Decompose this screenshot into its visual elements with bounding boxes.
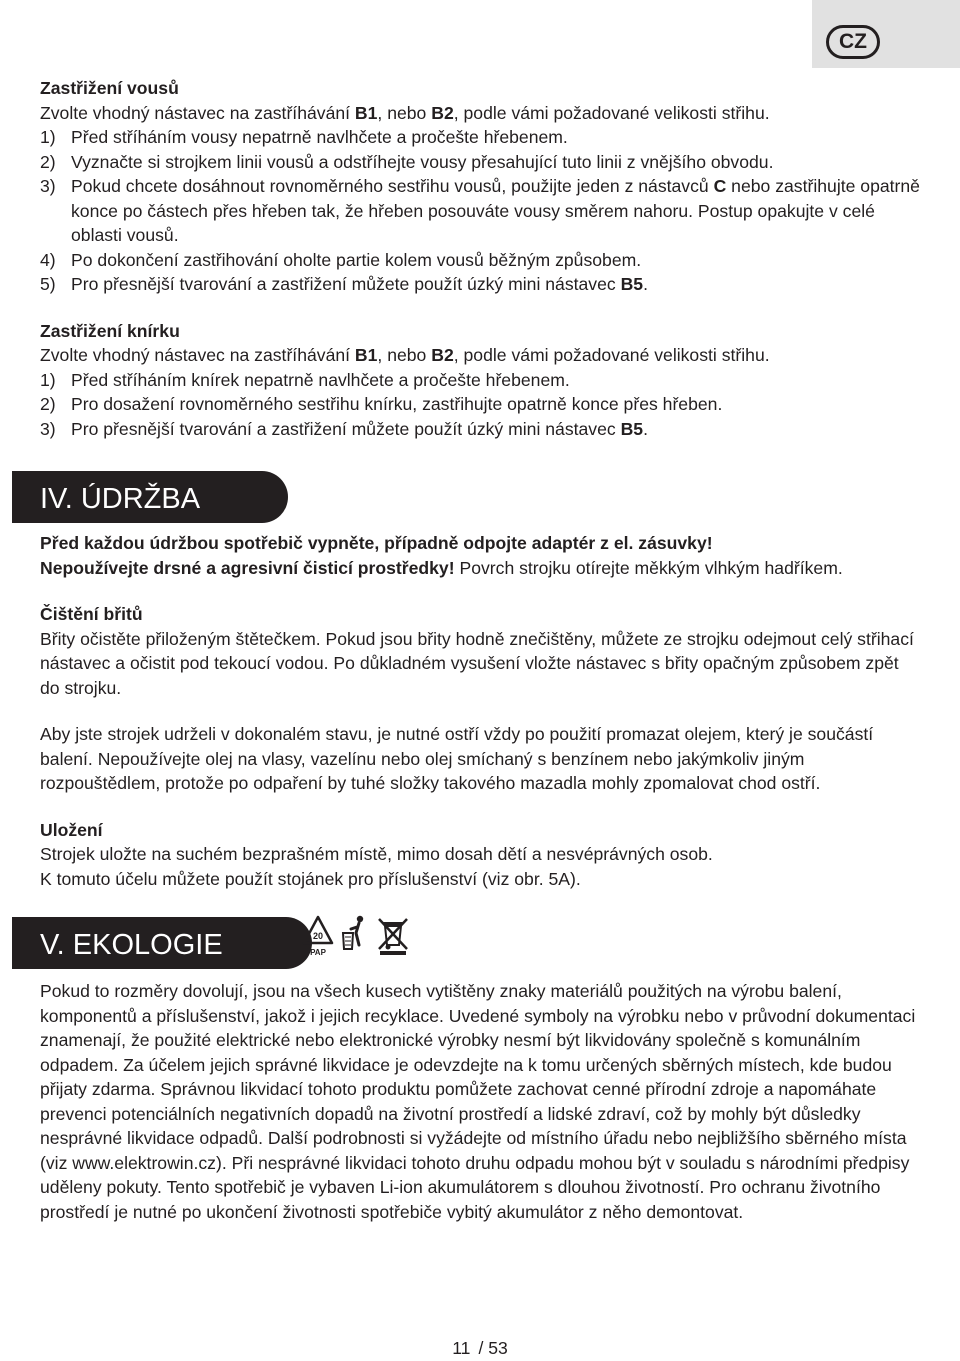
beard-step xyxy=(40,174,920,248)
step-text: Pro přesnější tvarování a zastřižení můžete použít úzký mini nástavec xyxy=(71,418,621,439)
step-text: Vyznačte si strojkem linii vousů a odstříhejte vousy přesahující tuto linii z vnějšího obvodu. xyxy=(71,151,774,172)
beard-step xyxy=(40,272,920,297)
attachment-code: B1 xyxy=(354,345,378,365)
ecology-header-row xyxy=(40,915,920,971)
ecology-icons xyxy=(302,915,410,957)
attachment-code: B1 xyxy=(354,102,378,123)
intro-text: , podle vámi požadované velikosti střihu. xyxy=(453,345,770,365)
step-number: 1) xyxy=(40,127,56,147)
mustache-step xyxy=(40,417,920,442)
step-number: 2) xyxy=(40,151,56,172)
beard-section-title: Zastřižení vousů xyxy=(40,78,179,98)
beard-step xyxy=(40,150,920,175)
step-text: Pro přesnější tvarování a zastřižení můžete použít úzký mini nástavec xyxy=(71,274,621,294)
step-number: 3) xyxy=(40,418,56,439)
intro-text: Zvolte vhodný nástavec na zastříhávání xyxy=(40,102,355,123)
maintenance-warning: Před každou údržbou spotřebič vypněte, případně odpojte adaptér z el. zásuvky! xyxy=(40,533,713,553)
step-text: Před stříháním knírek nepatrně navlhčete a pročešte hřebenem. xyxy=(71,369,570,390)
blades-section-title: Čištění břitů xyxy=(40,604,143,624)
page-current: 11 xyxy=(452,1338,471,1358)
page-total: / 53 xyxy=(478,1338,508,1358)
beard-intro xyxy=(40,101,920,126)
page-number xyxy=(0,1338,960,1359)
ecology-text: Pokud to rozměry dovolují, jsou na všech kusech vytištěny znaky materiálů použitých na výrobu balení, komponentů a příslušenství, jakož i jejich recyklace. Uvedené symboly na výrobku nebo v průvodní dokumentaci znamenají, že použité elektrické nebo elektronické výrobky nesmí být likvidovány společně s komunálním odpadem. Za účelem jejich správné likvidace je odevzdejte na k tomu určených sběrných místech, kde budou přijaty zdarma. Správnou likvidací tohoto produktu pomůžete zachovat cenné přírodní zdroje a napomáhate prevenci potenciálních negativních dopadů na životní prostředí a lidské zdraví, což by mohly být důsledky nesprávné likvidace odpadů. Další podrobnosti si vyžádejte od místního úřadu nebo nejbližšího sběrného místa (viz www.elektrowin.cz). Při nesprávné likvidaci tohoto druhu odpadu mohou být v souladu s národními předpisy uděleny pokuty. Tento spotřebič je vybaven Li-ion akumulátorem s dlouhou životností. Pro ochranu životního prostředí je nutné po ukončení životnosti spotřebiče vybitý akumulátor z něho demontovat. xyxy=(40,981,916,1222)
step-number: 5) xyxy=(40,274,56,294)
storage-section-title: Uložení xyxy=(40,819,103,840)
oil-text: Aby jste strojek udrželi v dokonalém stavu, je nutné ostří vždy po použití promazat olejem, který je součástí balení. Nepoužívejte olej na vlasy, vazelínu nebo olej smíchaný s benzínem nebo jakýmkoliv jiným rozpouštědlem, protože po odpaření by tuhé složky takového mazadla mohly zpomalovat chod ostří. xyxy=(40,724,874,793)
page-content xyxy=(40,76,920,1224)
attachment-code: B2 xyxy=(431,102,454,123)
step-text: nebo zastřihujte opatrně konce po částech přes hřeben tak, že hřeben posouváte vousy směrem nahoru. Postup opakujte v celé oblasti vousů. xyxy=(71,176,920,245)
attachment-code: B5 xyxy=(620,274,644,294)
step-number: 1) xyxy=(40,369,56,390)
intro-text: Zvolte vhodný nástavec na zastříhávání xyxy=(40,345,355,365)
step-text: Pro dosažení rovnoměrného sestřihu knírku, zastřihujte opatrně konce přes hřeben. xyxy=(71,394,723,414)
step-text: Před stříháním vousy nepatrně navlhčete a pročešte hřebenem. xyxy=(71,127,568,147)
recycling-number: 20 xyxy=(312,931,324,941)
tidyman-bin-icon xyxy=(340,915,370,951)
step-text: Po dokončení zastřihování oholte partie kolem vousů běžným způsobem. xyxy=(71,249,642,270)
storage-text-line: Strojek uložte na suchém bezprašném místě, mimo dosah dětí a nesvéprávných osob. xyxy=(40,844,713,864)
step-text: . xyxy=(643,418,648,439)
mustache-step xyxy=(40,368,920,393)
attachment-code: B5 xyxy=(620,418,644,439)
maintenance-cleaning-note xyxy=(40,556,920,581)
mustache-section-title: Zastřižení knírku xyxy=(40,320,180,341)
beard-step xyxy=(40,125,920,150)
cleaning-warning: Nepoužívejte drsné a agresivní čisticí prostředky! xyxy=(40,557,455,578)
mustache-step xyxy=(40,392,920,417)
intro-text: , podle vámi požadované velikosti střihu. xyxy=(453,102,770,123)
language-badge: CZ xyxy=(826,25,880,59)
step-text: Pokud chcete dosáhnout rovnoměrného sestřihu vousů, použijte jeden z nástavců xyxy=(71,176,714,196)
mustache-intro xyxy=(40,343,920,368)
ecology-heading: V. EKOLOGIE xyxy=(12,917,312,969)
attachment-code: B2 xyxy=(431,345,454,365)
beard-step xyxy=(40,248,920,273)
step-text: . xyxy=(643,274,648,294)
storage-text-line: K tomuto účelu můžete použít stojánek pro příslušenství (viz obr. 5A). xyxy=(40,868,581,889)
intro-text: , nebo xyxy=(377,102,432,123)
crossed-out-wheelie-bin-icon xyxy=(376,915,410,955)
step-number: 2) xyxy=(40,394,56,414)
recycling-code: PAP xyxy=(310,948,326,957)
cleaning-instruction: Povrch strojku otírejte měkkým vlhkým hadříkem. xyxy=(454,557,843,578)
intro-text: , nebo xyxy=(377,345,432,365)
attachment-code: C xyxy=(713,176,727,196)
step-number: 3) xyxy=(40,176,56,196)
maintenance-heading: IV. ÚDRŽBA xyxy=(12,471,288,523)
recycling-pap-icon xyxy=(302,915,334,957)
step-number: 4) xyxy=(40,249,56,270)
blades-text: Břity očistěte přiloženým štětečkem. Pokud jsou břity hodně znečištěny, můžete ze strojku odejmout celý střihací nástavec a očistit pod tekoucí vodou. Po důkladném vysušení vložte nástavec s břity opačným způsobem zpět do strojku. xyxy=(40,628,914,698)
